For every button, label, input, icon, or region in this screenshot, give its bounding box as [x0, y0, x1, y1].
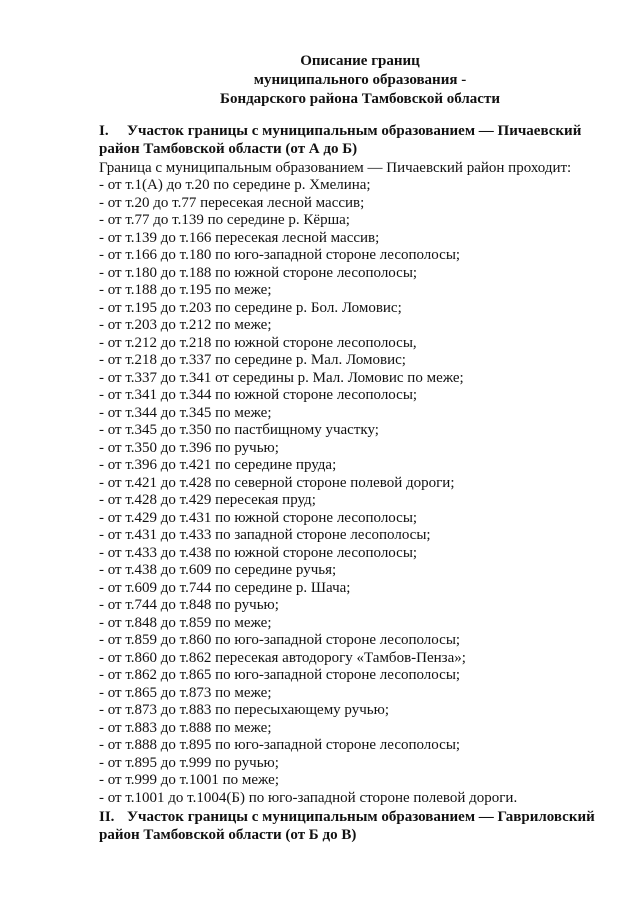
section-1-heading-line-2: район Тамбовской области (от А до Б) [99, 141, 358, 157]
section-2-heading-text-1: Участок границы с муниципальным образованием — Гавриловский [127, 809, 595, 825]
boundary-segment: - от т.883 до т.888 по меже; [99, 719, 272, 736]
boundary-segment: - от т.1(А) до т.20 по середине р. Хмелина; [99, 177, 371, 193]
boundary-segment: - от т.428 до т.429 пересекая пруд; [99, 492, 316, 508]
boundary-segment: - от т.429 до т.431 по южной стороне лесополосы; [99, 509, 418, 526]
boundary-segment-list [99, 177, 517, 807]
boundary-segment: - от т.438 до т.609 по середине ручья; [99, 562, 337, 578]
section-1-heading [99, 122, 599, 158]
boundary-segment: - от т.895 до т.999 по ручью; [99, 754, 279, 771]
section-1-heading-line-1 [99, 122, 599, 140]
document-title-line-3: Бондарского района Тамбовской области [220, 91, 500, 107]
boundary-segment: - от т.218 до т.337 по середине р. Мал. Ломовис; [99, 352, 406, 368]
boundary-segment: - от т.862 до т.865 по юго-западной стороне лесополосы; [99, 667, 461, 683]
boundary-segment: - от т.341 до т.344 по южной стороне лесополосы; [99, 387, 418, 403]
boundary-segment: - от т.20 до т.77 пересекая лесной массив; [99, 194, 365, 211]
boundary-segment: - от т.431 до т.433 по западной стороне лесополосы; [99, 527, 431, 543]
boundary-segment: - от т.203 до т.212 по меже; [99, 317, 272, 333]
boundary-segment: - от т.848 до т.859 по меже; [99, 614, 272, 631]
boundary-segment: - от т.609 до т.744 по середине р. Шача; [99, 579, 351, 596]
boundary-segment: - от т.344 до т.345 по меже; [99, 404, 272, 421]
boundary-segment: - от т.195 до т.203 по середине р. Бол. Ломовис; [99, 299, 402, 316]
boundary-segment: - от т.421 до т.428 по северной стороне полевой дороги; [99, 474, 455, 491]
boundary-segment: - от т.188 до т.195 по меже; [99, 282, 272, 298]
section-2-heading-line-2: район Тамбовской области (от Б до В) [99, 827, 357, 843]
boundary-segment: - от т.1001 до т.1004(Б) по юго-западной стороне полевой дороги. [99, 789, 518, 806]
boundary-segment: - от т.865 до т.873 по меже; [99, 684, 272, 701]
boundary-segment: - от т.345 до т.350 по пастбищному участку; [99, 422, 379, 438]
boundary-segment: - от т.859 до т.860 по юго-западной стороне лесополосы; [99, 632, 461, 648]
boundary-segment: - от т.337 до т.341 от середины р. Мал. Ломовис по меже; [99, 369, 464, 386]
document-title-line-2: муниципального образования - [253, 72, 467, 88]
section-1-heading-text-1: Участок границы с муниципальным образованием — Пичаевский [127, 123, 582, 139]
boundary-segment: - от т.860 до т.862 пересекая автодорогу «Тамбов-Пенза»; [99, 649, 466, 666]
boundary-segment: - от т.888 до т.895 по юго-западной стороне лесополосы; [99, 737, 461, 753]
boundary-segment: - от т.350 до т.396 по ручью; [99, 439, 279, 456]
section-2-number: II. [99, 809, 115, 825]
boundary-segment: - от т.433 до т.438 по южной стороне лесополосы; [99, 544, 418, 561]
boundary-segment: - от т.139 до т.166 пересекая лесной массив; [99, 229, 380, 246]
section-2-heading-line-1 [99, 808, 599, 826]
boundary-segment: - от т.212 до т.218 по южной стороне лесополосы, [99, 334, 417, 351]
section-2-heading [99, 808, 599, 844]
boundary-segment: - от т.999 до т.1001 по меже; [99, 772, 280, 788]
document-title-line-1: Описание границ [300, 53, 420, 69]
boundary-segment: - от т.166 до т.180 по юго-западной стороне лесополосы; [99, 247, 461, 263]
boundary-segment: - от т.180 до т.188 по южной стороне лесополосы; [99, 264, 418, 281]
boundary-segment: - от т.396 до т.421 по середине пруда; [99, 457, 337, 473]
section-1-number: I. [99, 123, 109, 139]
boundary-segment: - от т.77 до т.139 по середине р. Кёрша; [99, 212, 350, 228]
boundary-segment: - от т.744 до т.848 по ручью; [99, 597, 279, 613]
boundary-segment: - от т.873 до т.883 по пересыхающему ручью; [99, 702, 389, 718]
section-1-intro: Граница с муниципальным образованием — Пичаевский район проходит: [99, 160, 572, 176]
